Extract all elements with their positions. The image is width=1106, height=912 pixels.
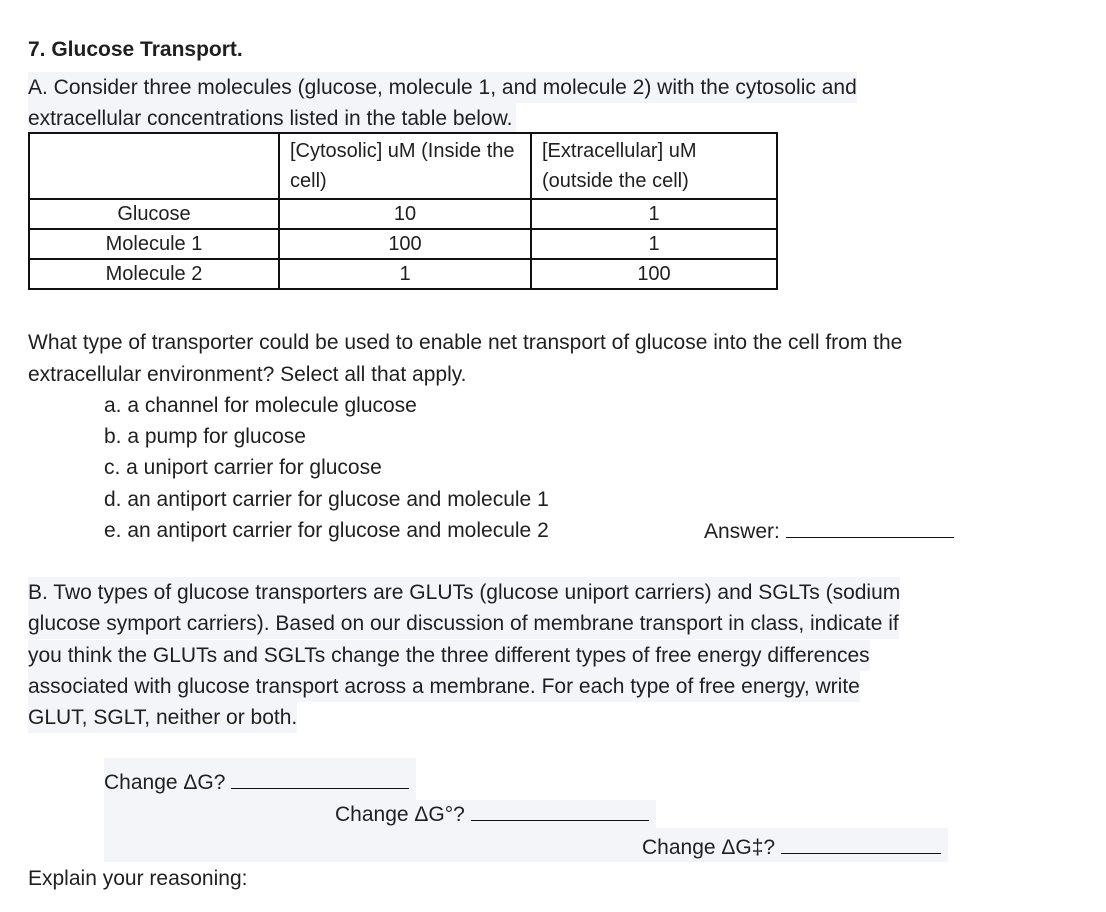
table-cell-cytosolic: 10	[279, 199, 531, 229]
table-cell-molecule: Glucose	[29, 199, 279, 229]
table-header-cell	[29, 133, 279, 199]
concentration-table	[28, 132, 778, 290]
question-line-1: What type of transporter could be used to enable net transport of glucose into the cell from the	[28, 331, 903, 354]
option-b: b. a pump for glucose	[104, 425, 306, 448]
table-header-extracellular: [Extracellular] uM (outside the cell)	[531, 133, 777, 199]
part-b-line-2: glucose symport carriers). Based on our discussion of membrane transport in class, indicate if	[28, 608, 899, 639]
table-cell-extracellular: 1	[531, 199, 777, 229]
table-cell-extracellular: 100	[531, 259, 777, 289]
table-cell-cytosolic: 1	[279, 259, 531, 289]
change-delta-g-label: Change ΔG?	[104, 771, 226, 794]
question-title: 7. Glucose Transport.	[28, 38, 243, 61]
part-b-line-1: B. Two types of glucose transporters are GLUTs (glucose uniport carriers) and SGLTs (sodium	[28, 577, 900, 608]
answer-blank[interactable]	[786, 515, 954, 538]
option-e: e. an antiport carrier for glucose and molecule 2	[104, 519, 549, 542]
change-delta-g-standard-blank[interactable]	[471, 798, 649, 821]
part-b-line-4: associated with glucose transport across a membrane. For each type of free energy, write	[28, 671, 860, 702]
change-delta-g-activation-field	[642, 831, 941, 863]
answer-label: Answer:	[704, 520, 780, 543]
change-delta-g-standard-field	[335, 798, 649, 830]
table-cell-molecule: Molecule 1	[29, 229, 279, 259]
table-row	[29, 259, 777, 289]
explain-reasoning-prompt: Explain your reasoning:	[28, 867, 248, 890]
table-row	[29, 199, 777, 229]
change-delta-g-field	[104, 766, 409, 798]
part-a-intro-line-1: A. Consider three molecules (glucose, molecule 1, and molecule 2) with the cytosolic and	[28, 72, 857, 103]
question-line-2: extracellular environment? Select all that apply.	[28, 363, 467, 386]
table-cell-cytosolic: 100	[279, 229, 531, 259]
change-delta-g-standard-label: Change ΔG°?	[335, 803, 465, 826]
part-b-line-3: you think the GLUTs and SGLTs change the three different types of free energy differences	[28, 640, 870, 671]
option-a: a. a channel for molecule glucose	[104, 394, 417, 417]
change-delta-g-blank[interactable]	[231, 766, 409, 789]
table-header-row	[29, 133, 777, 199]
table-cell-extracellular: 1	[531, 229, 777, 259]
change-delta-g-activation-label: Change ΔG‡?	[642, 836, 776, 859]
option-c: c. a uniport carrier for glucose	[104, 456, 382, 479]
option-d: d. an antiport carrier for glucose and molecule 1	[104, 488, 549, 511]
table-row	[29, 229, 777, 259]
change-delta-g-activation-blank[interactable]	[781, 831, 941, 854]
answer-field	[704, 515, 954, 547]
table-header-cytosolic: [Cytosolic] uM (Inside the cell)	[279, 133, 531, 199]
part-b-line-5: GLUT, SGLT, neither or both.	[28, 702, 297, 733]
table-cell-molecule: Molecule 2	[29, 259, 279, 289]
part-a-intro-line-2: extracellular concentrations listed in the table below.	[28, 103, 516, 134]
